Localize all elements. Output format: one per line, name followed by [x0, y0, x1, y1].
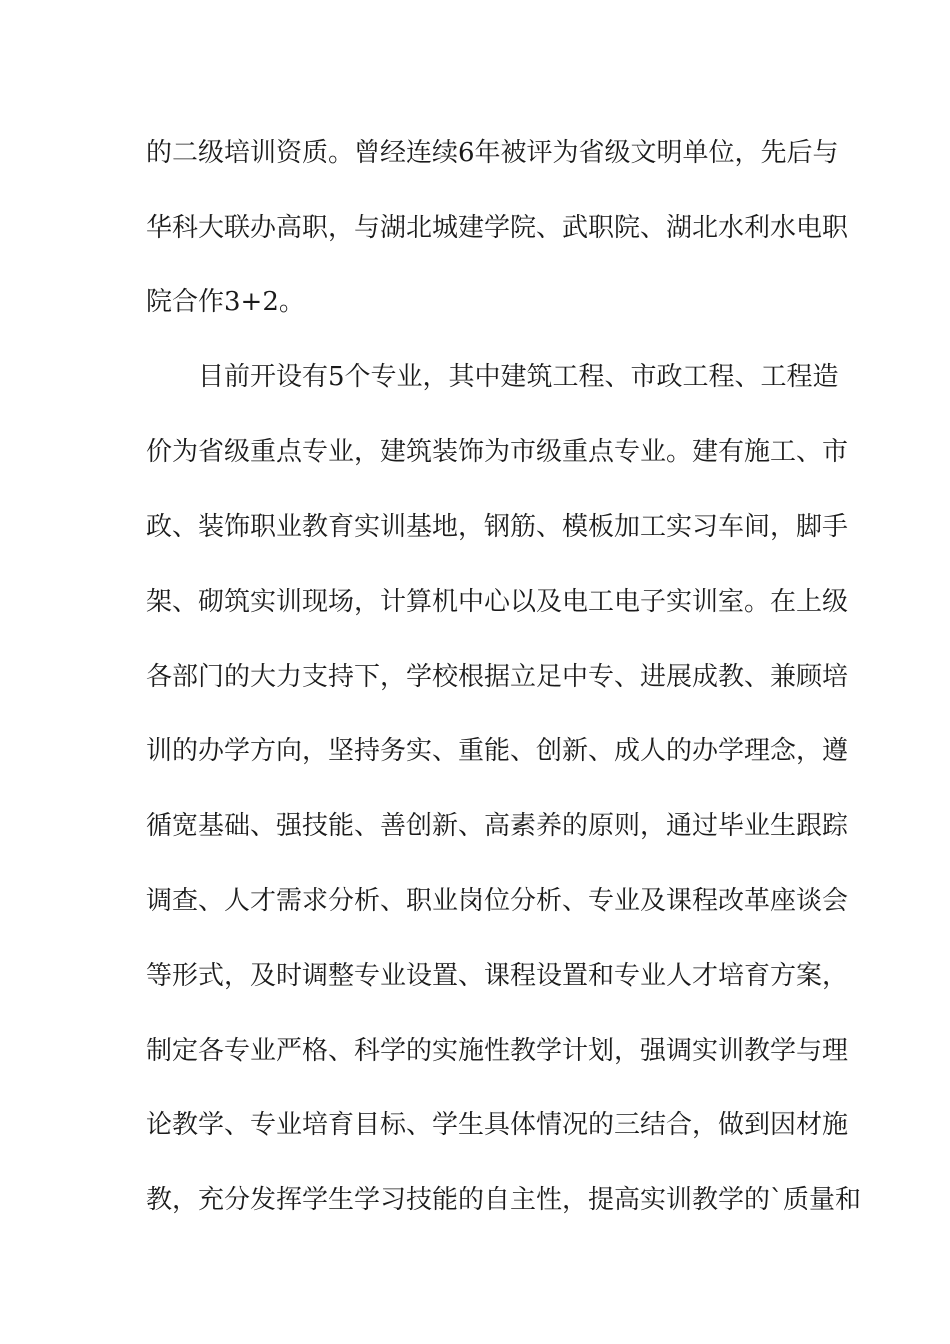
text-line: 架、砌筑实训现场，计算机中心以及电工电子实训室。在上级	[146, 587, 849, 617]
text-line: 华科大联办高职，与湖北城建学院、武职院、湖北水利水电职	[146, 213, 849, 243]
text-line: 院合作3+2。	[146, 287, 305, 317]
text-line: 政、装饰职业教育实训基地，钢筋、模板加工实习车间，脚手	[146, 512, 849, 542]
text-line: 调查、人才需求分析、职业岗位分析、专业及课程改革座谈会	[146, 886, 849, 916]
text-line: 等形式，及时调整专业设置、课程设置和专业人才培育方案，	[146, 961, 849, 991]
text-line: 价为省级重点专业，建筑装饰为市级重点专业。建有施工、市	[146, 437, 849, 467]
text-line: 目前开设有5个专业，其中建筑工程、市政工程、工程造	[198, 362, 839, 392]
text-line: 训的办学方向，坚持务实、重能、创新、成人的办学理念，遵	[146, 736, 849, 766]
text-line: 论教学、专业培育目标、学生具体情况的三结合，做到因材施	[146, 1110, 849, 1140]
text-line: 的二级培训资质。曾经连续6年被评为省级文明单位，先后与	[146, 138, 839, 168]
text-line: 教，充分发挥学生学习技能的自主性，提高实训教学的`质量和	[146, 1185, 862, 1215]
text-line: 各部门的大力支持下，学校根据立足中专、进展成教、兼顾培	[146, 662, 849, 692]
text-line: 循宽基础、强技能、善创新、高素养的原则，通过毕业生跟踪	[146, 811, 849, 841]
text-line: 制定各专业严格、科学的实施性教学计划，强调实训教学与理	[146, 1036, 849, 1066]
